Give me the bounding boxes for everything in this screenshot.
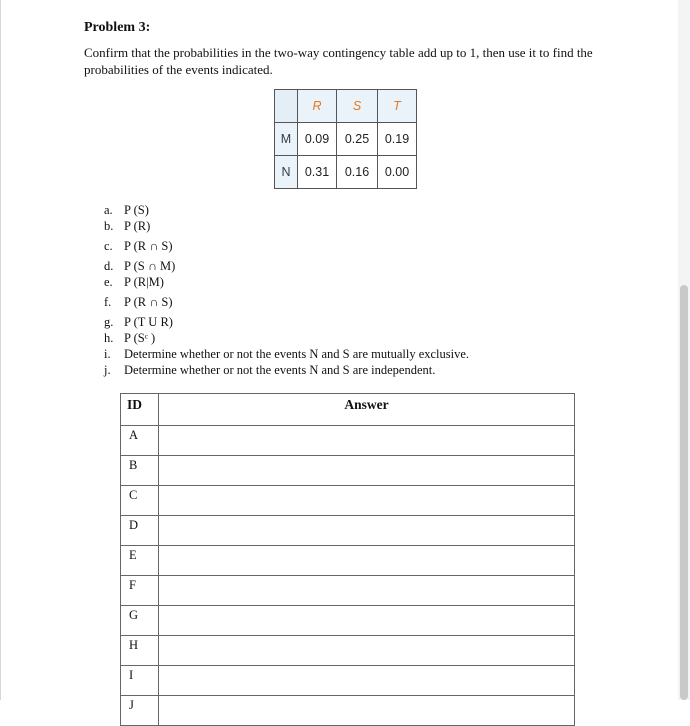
answer-cell[interactable] <box>159 426 575 456</box>
question-item <box>104 314 469 330</box>
contingency-row-m <box>275 123 417 156</box>
row-header-n: N <box>275 156 298 189</box>
question-item <box>104 330 469 346</box>
question-item <box>104 346 469 362</box>
answer-id: B <box>121 456 159 486</box>
question-list <box>104 202 469 378</box>
question-text: P (T U R) <box>124 315 173 329</box>
answer-cell[interactable] <box>159 636 575 666</box>
question-letter: d. <box>104 259 114 273</box>
question-letter: h. <box>104 331 114 345</box>
question-text: P (R ∩ S) <box>124 239 173 253</box>
problem-instructions: Confirm that the probabilities in the two-way contingency table add up to 1, then use it to find the probabilities of the events indicated. <box>84 45 593 77</box>
column-header-t: T <box>378 90 417 123</box>
question-text: P (S ∩ M) <box>124 259 176 273</box>
cell-n-s: 0.16 <box>337 156 378 189</box>
answer-cell[interactable] <box>159 696 575 726</box>
answer-id: I <box>121 666 159 696</box>
question-letter: j. <box>104 363 111 377</box>
row-header-m: M <box>275 123 298 156</box>
answer-row <box>121 666 575 696</box>
question-text: P (Sᶜ ) <box>124 331 156 345</box>
question-item <box>104 202 469 218</box>
contingency-header-row <box>275 90 417 123</box>
contingency-row-n <box>275 156 417 189</box>
question-item <box>104 258 469 274</box>
question-item <box>104 218 469 234</box>
problem-title: Problem 3: <box>84 20 151 35</box>
question-letter: f. <box>104 295 112 309</box>
answer-row <box>121 576 575 606</box>
question-item <box>104 274 469 290</box>
answer-id: E <box>121 546 159 576</box>
answer-cell[interactable] <box>159 606 575 636</box>
answer-row <box>121 636 575 666</box>
question-item <box>104 238 469 254</box>
answer-id: G <box>121 606 159 636</box>
answer-row <box>121 456 575 486</box>
question-letter: e. <box>104 275 113 289</box>
id-column-header: ID <box>121 394 159 426</box>
question-text: P (R|M) <box>124 275 164 289</box>
question-text: Determine whether or not the events N and S are independent. <box>124 363 436 377</box>
answer-row <box>121 546 575 576</box>
column-header-s: S <box>337 90 378 123</box>
answer-table <box>120 393 575 726</box>
column-header-r: R <box>298 90 337 123</box>
cell-m-r: 0.09 <box>298 123 337 156</box>
answer-id: C <box>121 486 159 516</box>
question-text: P (R) <box>124 219 151 233</box>
answer-row <box>121 516 575 546</box>
answer-row <box>121 426 575 456</box>
contingency-corner-cell <box>275 90 298 123</box>
answer-row <box>121 606 575 636</box>
cell-n-t: 0.00 <box>378 156 417 189</box>
cell-n-r: 0.31 <box>298 156 337 189</box>
scrollbar-thumb[interactable] <box>680 285 688 700</box>
question-letter: i. <box>104 347 111 361</box>
answer-id: F <box>121 576 159 606</box>
answer-column-header: Answer <box>159 394 575 426</box>
cell-m-t: 0.19 <box>378 123 417 156</box>
answer-cell[interactable] <box>159 486 575 516</box>
answer-id: J <box>121 696 159 726</box>
question-item <box>104 294 469 310</box>
answer-id: D <box>121 516 159 546</box>
contingency-table <box>274 89 417 189</box>
answer-cell[interactable] <box>159 576 575 606</box>
page-edge <box>0 0 1 700</box>
question-letter: g. <box>104 315 114 329</box>
answer-cell[interactable] <box>159 516 575 546</box>
question-item <box>104 362 469 378</box>
answer-cell[interactable] <box>159 666 575 696</box>
question-text: P (S) <box>124 203 149 217</box>
question-letter: a. <box>104 203 113 217</box>
question-text: Determine whether or not the events N and S are mutually exclusive. <box>124 347 470 361</box>
answer-cell[interactable] <box>159 456 575 486</box>
question-letter: b. <box>104 219 114 233</box>
answer-row <box>121 696 575 726</box>
answer-cell[interactable] <box>159 546 575 576</box>
cell-m-s: 0.25 <box>337 123 378 156</box>
answer-id: H <box>121 636 159 666</box>
answer-row <box>121 486 575 516</box>
question-text: P (R ∩ S) <box>124 295 173 309</box>
answer-id: A <box>121 426 159 456</box>
question-letter: c. <box>104 239 113 253</box>
answer-header-row <box>121 394 575 426</box>
